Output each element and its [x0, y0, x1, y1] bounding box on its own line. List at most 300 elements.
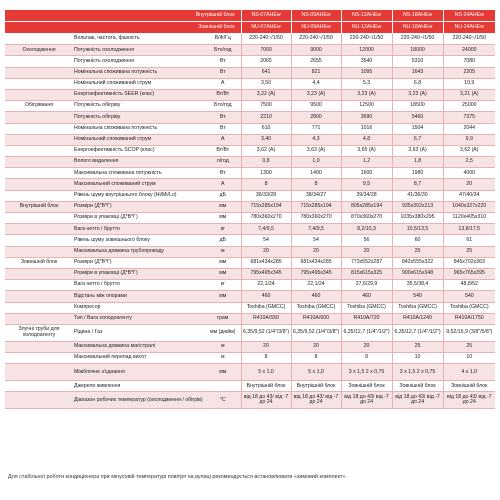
spec-row: [5, 392, 495, 409]
row-value: 681x434x285: [241, 257, 291, 268]
row-value: 8: [291, 179, 341, 190]
row-value: 3,62 (А): [241, 145, 291, 156]
row-value: 780x360x270: [291, 213, 341, 224]
row-value: 47/40/34: [443, 190, 495, 201]
row-value: 1040x327x220: [443, 201, 495, 212]
row-value: 3,40: [241, 134, 291, 145]
spec-row: [5, 157, 495, 168]
row-value: 3690: [341, 112, 392, 123]
row-label: Номінальна споживана потужність: [73, 67, 205, 78]
row-unit: Вт: [205, 56, 241, 67]
outdoor-model: NU-24AHEw: [443, 22, 495, 34]
indoor-model: NS-07AHEw: [241, 10, 291, 22]
row-unit: мм: [205, 268, 241, 279]
row-unit: А: [205, 179, 241, 190]
spec-row: [5, 313, 495, 324]
spec-row: [5, 324, 495, 341]
row-value: 20: [291, 246, 341, 257]
row-label: Діапазон робочих температур (охолодження / обігрів): [73, 392, 205, 409]
row-label: Відстань між опорами: [73, 291, 205, 302]
row-value: 460: [241, 291, 291, 302]
row-value: 2065: [241, 56, 291, 67]
row-value: 2044: [443, 123, 495, 134]
spec-row: [5, 341, 495, 352]
row-value: 3,22 (А): [241, 89, 291, 100]
row-unit: м: [205, 353, 241, 364]
spec-row: [5, 134, 495, 145]
row-value: 965x765x395: [443, 268, 495, 279]
row-unit: °С: [205, 392, 241, 409]
row-group: [5, 364, 73, 381]
row-unit: Вт: [205, 123, 241, 134]
row-value: від 18 до 43/ від -7 до 24: [291, 392, 341, 409]
row-value: 3,21 (А): [443, 89, 495, 100]
row-unit: мм: [205, 364, 241, 381]
row-value: 25: [392, 341, 443, 352]
indoor-model: NS-09AHEw: [291, 10, 341, 22]
row-value: 805x285x194: [341, 201, 392, 212]
row-unit: Вт: [205, 67, 241, 78]
row-unit: кг: [205, 280, 241, 291]
row-value: 9,5: [341, 179, 392, 190]
spec-row: [5, 67, 495, 78]
row-group: Злучні труби для холодоагенту: [5, 324, 73, 341]
row-unit: мм: [205, 291, 241, 302]
spec-row: [5, 56, 495, 67]
row-label: Максимальна довжина трубопроводу: [73, 246, 205, 257]
row-value: Зовнішній блок: [392, 381, 443, 392]
row-value: 460: [291, 291, 341, 302]
row-unit: Бто/год: [205, 45, 241, 56]
row-value: 5 х 1,0: [291, 364, 341, 381]
row-label: Максимальна споживана потужність: [73, 168, 205, 179]
row-unit: мм: [205, 213, 241, 224]
outdoor-model: NU-12AHEw: [341, 22, 392, 34]
indoor-model: NS-12AHEw: [341, 10, 392, 22]
spec-row: [5, 235, 495, 246]
row-value: 842x555x322: [392, 257, 443, 268]
spec-row: [5, 364, 495, 381]
row-value: 2205: [443, 67, 495, 78]
row-value: 1600: [341, 168, 392, 179]
row-group: [5, 353, 73, 364]
row-value: 5310: [392, 56, 443, 67]
row-value: 9,52/15,9 (3/8"/5/8"): [443, 324, 495, 341]
outdoor-header-row: [5, 22, 495, 34]
indoor-header-row: [5, 10, 495, 22]
row-group: [5, 34, 73, 45]
row-unit: Вт: [205, 168, 241, 179]
row-value: R410A/550: [241, 313, 291, 324]
row-group: [5, 89, 73, 100]
row-value: 24000: [443, 45, 495, 56]
row-unit: А: [205, 134, 241, 145]
row-value: 54: [241, 235, 291, 246]
spec-row: [5, 112, 495, 123]
row-label: Міжблочне з'єднання: [73, 364, 205, 381]
row-value: Внутрішній блок: [291, 381, 341, 392]
row-value: 220-240~/1/50: [291, 34, 341, 45]
row-value: 8,2/10,3: [341, 224, 392, 235]
row-group: [5, 381, 73, 392]
row-value: 1035x380x295: [392, 213, 443, 224]
row-unit: м: [205, 246, 241, 257]
spec-row: [5, 201, 495, 212]
row-value: 35,5/38,4: [392, 280, 443, 291]
row-value: R410A/720: [341, 313, 392, 324]
row-value: 38/34/27: [291, 190, 341, 201]
row-value: 3,50: [241, 78, 291, 89]
row-label: Потужність обігріву: [73, 112, 205, 123]
row-value: 3 х 1,5 2 х 0,75: [341, 364, 392, 381]
row-label: Джерело живлення: [73, 381, 205, 392]
row-value: 220-240~/1/50: [443, 34, 495, 45]
row-value: 7080: [443, 56, 495, 67]
row-value: 12500: [341, 101, 392, 112]
spec-row: [5, 179, 495, 190]
row-value: 6,35/12,7 (1/4"/1/2"): [392, 324, 443, 341]
row-value: 1,2: [341, 157, 392, 168]
row-value: 20: [341, 341, 392, 352]
row-value: 48,8/52: [443, 280, 495, 291]
row-value: 780x360x270: [241, 213, 291, 224]
row-value: 4,3: [291, 134, 341, 145]
row-group: [5, 157, 73, 168]
row-value: 7375: [443, 112, 495, 123]
row-group: [5, 56, 73, 67]
row-value: 10,5/13,5: [392, 224, 443, 235]
row-label: Рівень шуму зовнішнього блоку: [73, 235, 205, 246]
row-unit: л/год: [205, 157, 241, 168]
row-label: Рідина / Газ: [73, 324, 205, 341]
row-value: 900x615x348: [392, 268, 443, 279]
spec-table: [5, 10, 495, 409]
row-value: Toshiba (GMCC): [241, 302, 291, 313]
row-value: 10: [392, 353, 443, 364]
row-group: [5, 213, 73, 224]
row-value: 36/33/28: [241, 190, 291, 201]
row-value: 9,9: [443, 134, 495, 145]
row-value: 845x702x363: [443, 257, 495, 268]
row-group: [5, 341, 73, 352]
row-value: від 18 до 43/ від -7 до 24: [443, 392, 495, 409]
row-unit: Вт: [205, 112, 241, 123]
row-value: 8: [341, 353, 392, 364]
row-group: Зовнішній блок: [5, 257, 73, 268]
row-value: 1,8: [392, 157, 443, 168]
outdoor-model: NU-18AHEw: [392, 22, 443, 34]
row-group: [5, 268, 73, 279]
row-value: Toshiba (GMCC): [443, 302, 495, 313]
row-value: 60: [392, 235, 443, 246]
row-value: 460: [341, 291, 392, 302]
row-value: 22,1/24: [291, 280, 341, 291]
row-group: [5, 291, 73, 302]
row-value: 12000: [341, 45, 392, 56]
row-value: 6,7: [392, 134, 443, 145]
row-group: [5, 235, 73, 246]
row-value: 4,4: [291, 78, 341, 89]
row-label: Потужність обігріву: [73, 101, 205, 112]
footnote: Для стабільної роботи кондиціонера при мінусовій температурі повітря на вулиці рекомендується встановлювати «зимовий комплект».: [8, 474, 348, 480]
row-value: 681x434x285: [291, 257, 341, 268]
row-label: Розміри (Д*В*Г): [73, 257, 205, 268]
row-value: 10: [443, 353, 495, 364]
row-label: Потужність охолодження: [73, 45, 205, 56]
row-label: Енергоефективність SEER (клас): [73, 89, 205, 100]
indoor-block-label: Внутрішній блок: [5, 10, 241, 22]
row-group: [5, 313, 73, 324]
row-label: Номінальний споживаний струм: [73, 78, 205, 89]
row-value: від 18 до 43/ від -7 до 24: [241, 392, 291, 409]
spec-row: [5, 353, 495, 364]
row-value: 1980: [392, 168, 443, 179]
row-value: R410A/600: [291, 313, 341, 324]
row-label: Потужність охолодження: [73, 56, 205, 67]
row-value: 56: [341, 235, 392, 246]
row-group: Охолодження: [5, 45, 73, 56]
row-value: 20: [291, 341, 341, 352]
row-value: Внутрішній блок: [241, 381, 291, 392]
row-value: 795x495x345: [241, 268, 291, 279]
row-value: 7500: [241, 101, 291, 112]
row-value: 641: [241, 67, 291, 78]
row-value: 1504: [392, 123, 443, 134]
row-label: Розміри (Д*В*Г): [73, 201, 205, 212]
spec-row: [5, 34, 495, 45]
spec-row: [5, 381, 495, 392]
row-value: 4,8: [341, 134, 392, 145]
row-group: [5, 134, 73, 145]
row-value: 25: [443, 341, 495, 352]
row-value: 20: [241, 341, 291, 352]
row-group: [5, 190, 73, 201]
row-value: 1400: [291, 168, 341, 179]
row-value: 0,8: [241, 157, 291, 168]
row-unit: грам: [205, 313, 241, 324]
spec-row: [5, 145, 495, 156]
row-value: 8,7: [392, 179, 443, 190]
row-value: 771: [291, 123, 341, 134]
row-value: 795x495x345: [291, 268, 341, 279]
spec-row: [5, 190, 495, 201]
row-value: 610: [241, 123, 291, 134]
row-value: 25000: [443, 101, 495, 112]
row-value: 9500: [291, 101, 341, 112]
spec-row: [5, 246, 495, 257]
row-unit: мм: [205, 201, 241, 212]
row-group: [5, 179, 73, 190]
row-value: 3,23 (А): [291, 89, 341, 100]
row-label: Розміри в упаковці (Д*В*Г): [73, 268, 205, 279]
row-value: 2800: [291, 112, 341, 123]
row-value: 5460: [392, 112, 443, 123]
spec-row: [5, 89, 495, 100]
row-label: Вольтаж, частота, фазність: [73, 34, 205, 45]
row-value: 1120x405x310: [443, 213, 495, 224]
row-group: Внутрішній блок: [5, 201, 73, 212]
row-value: 1016: [341, 123, 392, 134]
row-value: 25: [443, 246, 495, 257]
indoor-model: NS-24AHEw: [443, 10, 495, 22]
row-value: 715x285x194: [291, 201, 341, 212]
row-value: 2,5: [443, 157, 495, 168]
row-value: 8: [241, 179, 291, 190]
spec-row: [5, 168, 495, 179]
row-value: 935x302x213: [392, 201, 443, 212]
spec-row: [5, 280, 495, 291]
row-label: Тип / Вага холодоагенту: [73, 313, 205, 324]
row-value: 1,0: [291, 157, 341, 168]
row-value: 3 х 1,5 2 х 0,75: [392, 364, 443, 381]
row-value: 25: [392, 246, 443, 257]
row-value: Toshiba (GMCC): [341, 302, 392, 313]
row-value: Toshiba (GMCC): [291, 302, 341, 313]
row-value: 54: [291, 235, 341, 246]
row-value: 2210: [241, 112, 291, 123]
row-value: 6,35/12,7 (1/4"/1/2"): [341, 324, 392, 341]
row-value: 773x552x287: [341, 257, 392, 268]
row-value: від 18 до 43/ від -7 до 24: [392, 392, 443, 409]
row-label: Вага нетто / брутто: [73, 224, 205, 235]
row-value: 715x285x194: [241, 201, 291, 212]
spec-row: [5, 78, 495, 89]
row-label: Енергоефективність SCOP (клас): [73, 145, 205, 156]
row-value: Toshiba (GMCC): [392, 302, 443, 313]
row-value: 9000: [291, 45, 341, 56]
row-value: 6,8: [392, 78, 443, 89]
row-group: [5, 280, 73, 291]
row-value: 3,63 (А): [291, 145, 341, 156]
row-value: 821: [291, 67, 341, 78]
row-unit: дБ: [205, 235, 241, 246]
row-value: 27,6/29,9: [341, 280, 392, 291]
row-label: Максимальний перепад висот: [73, 353, 205, 364]
spec-row: [5, 213, 495, 224]
spec-row: [5, 224, 495, 235]
spec-row: [5, 123, 495, 134]
row-value: 540: [443, 291, 495, 302]
row-label: Рівень шуму внутрішнього блоку (Hi/Mi/Lo): [73, 190, 205, 201]
row-value: 870x360x270: [341, 213, 392, 224]
spec-row: [5, 101, 495, 112]
row-group: Обігрівання: [5, 101, 73, 112]
row-value: 7,4/9,5: [241, 224, 291, 235]
spec-row: [5, 291, 495, 302]
row-value: 3,23 (А): [392, 89, 443, 100]
row-value: 20: [241, 246, 291, 257]
row-value: 3,62 (А): [443, 145, 495, 156]
row-group: [5, 123, 73, 134]
row-value: 2655: [291, 56, 341, 67]
row-value: 815x615x325: [341, 268, 392, 279]
outdoor-block-label: Зовнішній блок: [5, 22, 241, 34]
row-value: 5 х 1,0: [241, 364, 291, 381]
row-unit: [205, 302, 241, 313]
row-unit: Вт/Вт: [205, 145, 241, 156]
row-group: [5, 392, 73, 409]
row-group: [5, 67, 73, 78]
spec-row: [5, 45, 495, 56]
row-label: Номінальний споживаний струм: [73, 134, 205, 145]
row-unit: [205, 381, 241, 392]
row-value: 8: [291, 353, 341, 364]
row-value: 6,35/9,52 (1/4"/3/8"): [291, 324, 341, 341]
row-value: 3,23 (А): [341, 89, 392, 100]
row-unit: мм: [205, 257, 241, 268]
row-value: 5,3: [341, 78, 392, 89]
row-unit: кг: [205, 224, 241, 235]
row-unit: дБ: [205, 190, 241, 201]
row-value: 41/36/30: [392, 190, 443, 201]
row-value: 18500: [392, 101, 443, 112]
row-value: R410A/1750: [443, 313, 495, 324]
row-value: 18000: [392, 45, 443, 56]
row-value: 1300: [241, 168, 291, 179]
row-value: 220-240~/1/50: [341, 34, 392, 45]
row-unit: м: [205, 341, 241, 352]
row-unit: А: [205, 78, 241, 89]
row-value: 20: [443, 179, 495, 190]
outdoor-model: NU-09AHEw: [291, 22, 341, 34]
row-value: 39/34/28: [341, 190, 392, 201]
row-value: 540: [392, 291, 443, 302]
row-value: R410A/1240: [392, 313, 443, 324]
row-value: 13,8/17,5: [443, 224, 495, 235]
spec-row: [5, 302, 495, 313]
row-value: 20: [341, 246, 392, 257]
indoor-model: NS-18AHEw: [392, 10, 443, 22]
row-label: Номінальна споживана потужність: [73, 123, 205, 134]
row-value: 220-240~/1/50: [241, 34, 291, 45]
row-value: 1095: [341, 67, 392, 78]
row-value: Зовнішній блок: [443, 381, 495, 392]
row-value: від 18 до 43/ від -7 до 24: [341, 392, 392, 409]
row-group: [5, 112, 73, 123]
row-unit: мм (дюйм): [205, 324, 241, 341]
row-group: [5, 145, 73, 156]
row-label: Максимальна довжина магістралі: [73, 341, 205, 352]
row-value: Зовнішній блок: [341, 381, 392, 392]
row-group: [5, 78, 73, 89]
row-value: 220-240~/1/50: [392, 34, 443, 45]
row-unit: В/Ф/Гц: [205, 34, 241, 45]
outdoor-model: NU-07AHEw: [241, 22, 291, 34]
row-value: 22,1/24: [241, 280, 291, 291]
row-value: 3,63 (А): [392, 145, 443, 156]
row-label: Максимальний споживаний струм: [73, 179, 205, 190]
row-value: 1643: [392, 67, 443, 78]
row-value: 61: [443, 235, 495, 246]
row-label: Вага нетто / брутто: [73, 280, 205, 291]
spec-row: [5, 257, 495, 268]
row-group: [5, 246, 73, 257]
row-value: 3540: [341, 56, 392, 67]
row-group: [5, 224, 73, 235]
row-value: 7,4/9,5: [291, 224, 341, 235]
row-label: Розміри в упаковці (Д*В*Г): [73, 213, 205, 224]
row-unit: Вт/Вт: [205, 89, 241, 100]
row-value: 8: [241, 353, 291, 364]
row-value: 3,65 (А): [341, 145, 392, 156]
row-group: [5, 168, 73, 179]
row-value: 4000: [443, 168, 495, 179]
row-value: 10,9: [443, 78, 495, 89]
row-label: Волого видалення: [73, 157, 205, 168]
row-value: 7000: [241, 45, 291, 56]
spec-row: [5, 268, 495, 279]
row-label: Компресор: [73, 302, 205, 313]
